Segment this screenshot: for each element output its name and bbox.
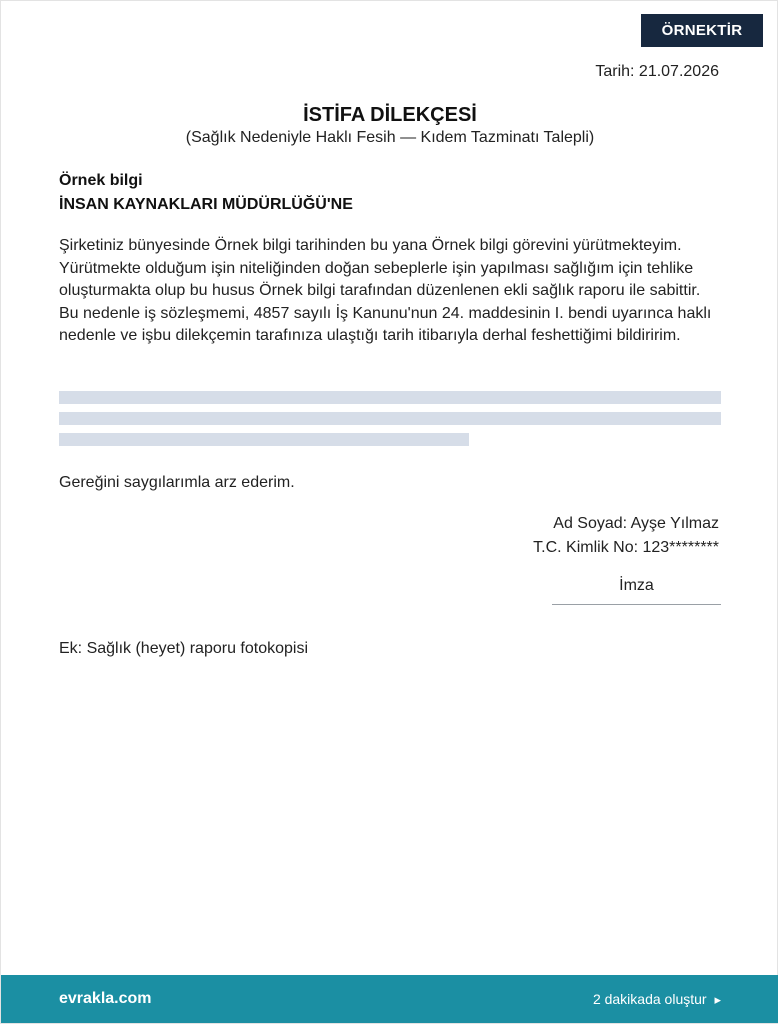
recipient-company: Örnek bilgi [59,172,143,189]
recipient-department: İNSAN KAYNAKLARI MÜDÜRLÜĞÜ'NE [59,196,353,213]
signer-id-number: T.C. Kimlik No: 123******** [533,539,719,556]
body-paragraph: Şirketiniz bünyesinde Örnek bilgi tarihinden bu yana Örnek bilgi görevini yürütmekteyim. Yürütmekte olduğum işin niteliğinden doğan sebeplerle işin yapılması sağlığım için tehlike oluşturmakta olup bu husus Örnek bilgi tarafından düzenlenen ekli sağlık raporu ile sabittir. Bu nedenle iş sözleşmemi, 4857 sayılı İş Kanunu'nun 24. maddesinin I. bendi uyarınca haklı nedenle ve işbu dilekçemin tarafınıza ulaştığı tarih itibarıyla derhal feshettiğimi bildiririm. [59,237,712,344]
arrow-right-icon: ▸ [714,992,721,1007]
sample-badge: ÖRNEKTİR [641,14,763,47]
closing-sentence: Gereğini saygılarımla arz ederim. [59,474,295,491]
footer-brand[interactable]: evrakla.com [59,990,152,1007]
document-subtitle: (Sağlık Nedeniyle Haklı Fesih — Kıdem Tazminatı Talepli) [185,129,595,146]
document-date: Tarih: 21.07.2026 [595,63,719,80]
signer-name: Ad Soyad: Ayşe Yılmaz [553,515,719,532]
redacted-text-line [59,433,469,446]
create-cta-link[interactable] [593,975,721,1024]
signature-label: İmza [619,577,654,594]
signature-line [552,604,721,605]
redacted-text-line [59,391,721,404]
footer-banner[interactable] [1,975,778,1023]
create-cta-label: 2 dakikada oluştur [592,991,707,1007]
attachment-note: Ek: Sağlık (heyet) raporu fotokopisi [59,640,309,657]
document-title: İSTİFA DİLEKÇESİ [303,104,477,126]
redacted-text-line [59,412,721,425]
